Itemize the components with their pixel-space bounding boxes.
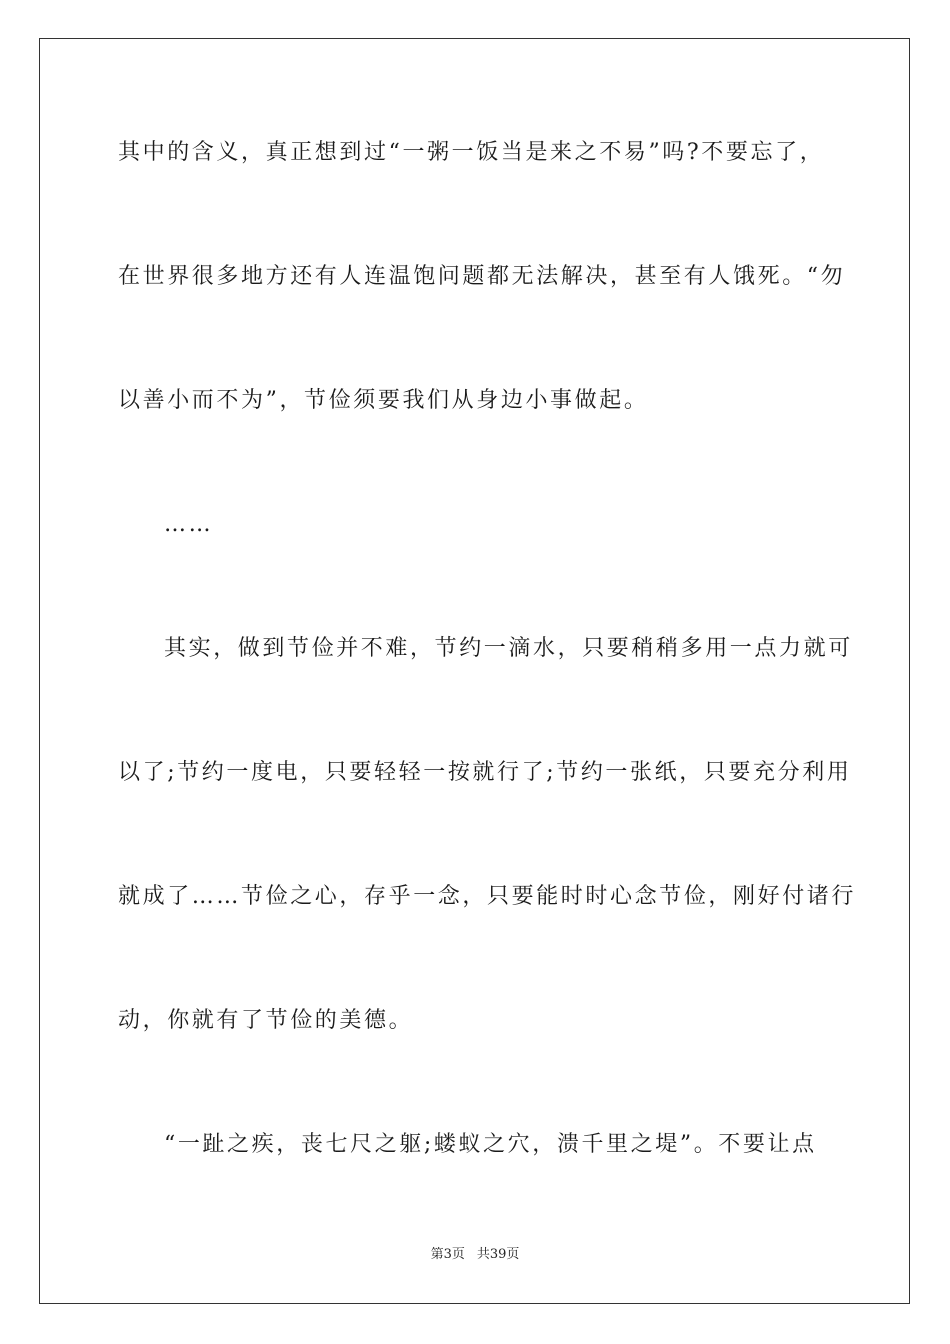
text-line: 就成了……节俭之心，存乎一念，只要能时时心念节俭，刚好付诸行 (118, 884, 857, 909)
ellipsis-line: …… (164, 512, 214, 537)
page-number: 第3页 (430, 1247, 465, 1262)
page-total: 共39页 (476, 1247, 520, 1262)
text-line: 以善小而不为”，节俭须要我们从身边小事做起。 (118, 388, 649, 413)
text-line: 其中的含义，真正想到过“一粥一饭当是来之不易”吗?不要忘了， (118, 140, 825, 165)
page-border (39, 38, 910, 1304)
text-line: 在世界很多地方还有人连温饱问题都无法解决，甚至有人饿死。“勿 (118, 264, 846, 289)
text-line: 动，你就有了节俭的美德。 (118, 1008, 414, 1033)
text-line: “一趾之疾，丧七尺之躯;蝼蚁之穴，溃千里之堤”。不要让点 (164, 1132, 817, 1157)
text-line: 其实，做到节俭并不难，节约一滴水，只要稍稍多用一点力就可 (164, 636, 853, 661)
page-footer (0, 1246, 950, 1264)
text-line: 以了;节约一度电，只要轻轻一按就行了;节约一张纸，只要充分利用 (118, 760, 852, 785)
